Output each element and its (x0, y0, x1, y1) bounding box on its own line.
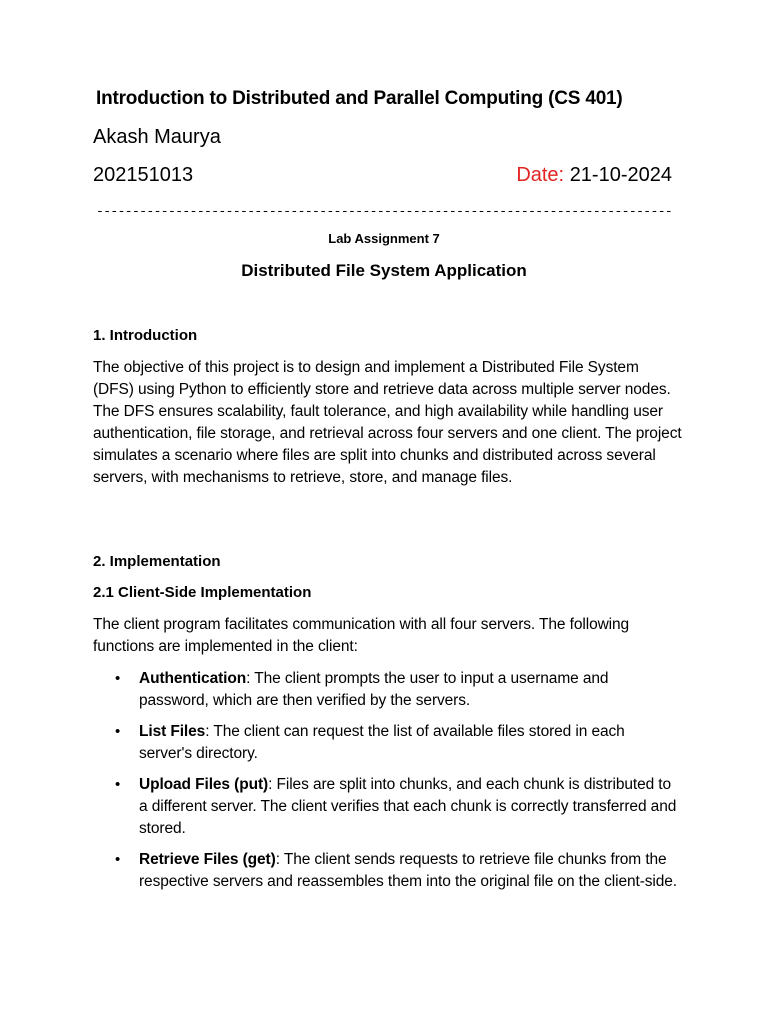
project-title: Distributed File System Application (241, 261, 527, 280)
bullet-icon: • (115, 723, 121, 740)
list-item-text: : Files are split into chunks, and each chunk is distributed to a different server. The client verifies that each chunk is correctly transferred and stored. (139, 776, 677, 837)
bullet-icon: • (115, 776, 121, 793)
list-item-term: List Files (139, 723, 206, 740)
dashed-divider: -------------------------------------------------------------------------------- (96, 204, 672, 219)
list-item-text: : The client sends requests to retrieve file chunks from the respective servers and reassembles them into the original file on the client-side. (139, 851, 678, 890)
introduction-paragraph: The objective of this project is to design and implement a Distributed File System (DFS) using Python to efficiently store and retrieve data across multiple server nodes. The DFS ensures scalability, fault tolerance, and high availability while handling user authentication, file storage, and retrieval across four servers and one client. The project simulates a scenario where files are split into chunks and distributed across several servers, with mechanisms to retrieve, store, and manage files. (93, 359, 682, 486)
client-functions-list (93, 668, 693, 902)
bullet-icon: • (115, 670, 121, 687)
list-item-text: : The client can request the list of available files stored in each server's directory. (139, 723, 625, 762)
course-title: Introduction to Distributed and Parallel Computing (CS 401) (96, 88, 623, 109)
lab-assignment-label: Lab Assignment 7 (328, 231, 440, 246)
client-side-subheading: 2.1 Client-Side Implementation (93, 584, 312, 601)
author-name: Akash Maurya (93, 126, 221, 148)
list-item-term: Authentication (139, 670, 247, 687)
date-label: Date: (516, 164, 565, 186)
list-item-term: Upload Files (put) (139, 776, 269, 793)
roll-number: 202151013 (93, 164, 194, 186)
list-item (93, 849, 679, 893)
date-line (516, 164, 672, 187)
bullet-icon: • (115, 851, 121, 868)
list-item (93, 774, 679, 840)
client-paragraph: The client program facilitates communication with all four servers. The following functions are implemented in the client: (93, 616, 630, 655)
list-item (93, 668, 679, 712)
list-item-term: Retrieve Files (get) (139, 851, 276, 868)
list-item-text: : The client prompts the user to input a username and password, which are then verified by the servers. (139, 670, 609, 709)
date-value: 21-10-2024 (569, 164, 672, 186)
introduction-heading: 1. Introduction (93, 327, 198, 344)
list-item (93, 721, 679, 765)
implementation-heading: 2. Implementation (93, 553, 221, 570)
